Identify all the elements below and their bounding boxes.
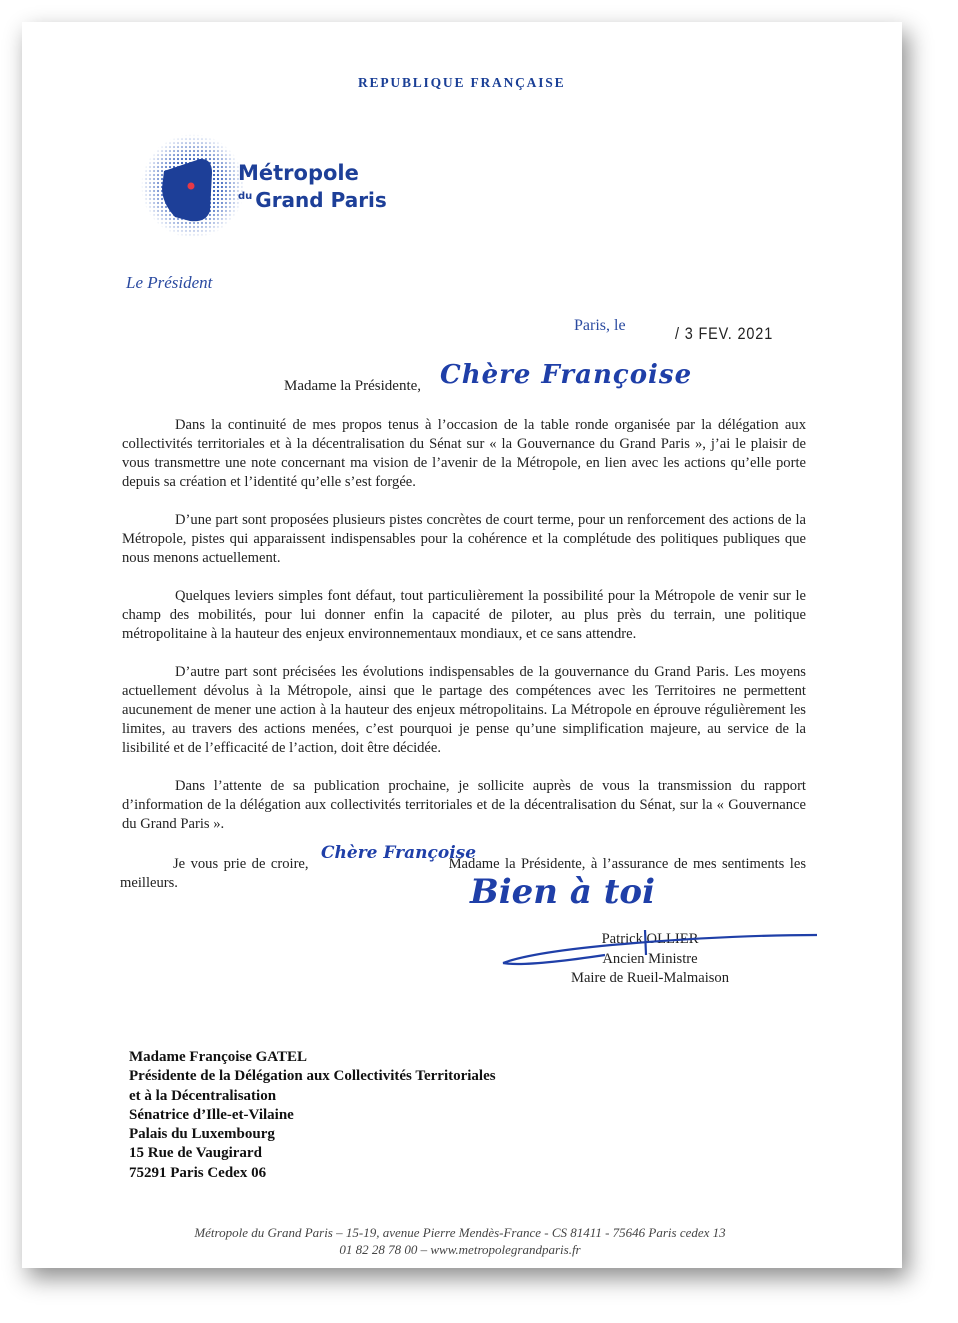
metropole-logo-icon <box>140 133 250 239</box>
handwritten-insert: Chère Françoise <box>321 843 477 863</box>
handwritten-sign-off: Bien à toi <box>470 872 656 912</box>
letter-body <box>122 416 806 853</box>
paragraph: D’autre part sont précisées les évolutions indispensables de la gouvernance du Grand Paris. Les moyens actuellement dévolus à la Métropole, ainsi que le partage des compétences avec les Territoires ne permettent aucunement de mener une action à la hauteur des enjeux métropolitains. La Métropole en éprouve régulièrement les limites, au travers des actions menées, c’est pourquoi je pense qu’une simplification majeure, au service de la lisibilité et de l’efficacité de l’action, doit être décidée. <box>122 664 806 756</box>
signature-stroke-icon <box>495 925 825 970</box>
recipient-address: Madame Françoise GATEL Présidente de la Délégation aux Collectivités Territoriales et à la Décentralisation Sénatrice d’Ille-et-Vilaine Palais du Luxembourg 15 Rue de Vaugirard 75291 Paris Cedex 06 <box>129 1049 496 1181</box>
paragraph: Quelques leviers simples font défaut, tout particulièrement la possibilité pour la Métropole de venir sur le champ des mobilités, pour lui donner enfin la capacité de piloter, au plus près du terrain, une politique métropolitaine à la hauteur des enjeux environnementaux mondiaux, et ce sans attendre. <box>122 588 806 642</box>
handwritten-salutation: Chère Françoise <box>440 360 693 390</box>
signer-title: Ancien Ministre <box>602 950 698 967</box>
sender-title: Le Président <box>126 273 213 292</box>
date-stamp: / 3 FEV. 2021 <box>675 324 774 343</box>
paragraph: Dans la continuité de mes propos tenus à l’occasion de la table ronde organisée par la délégation aux collectivités territoriales et à la décentralisation du Sénat sur « la Gouvernance du Grand Paris », j’ai le plaisir de vous transmettre une note concernant ma vision de l’avenir de la Métropole, en lien avec les actions qu’elle porte depuis sa création et l’identité qu’elle s’est forgée. <box>122 417 806 490</box>
letter-footer: Métropole du Grand Paris – 15-19, avenue Pierre Mendès-France - CS 81411 - 75646 Paris cedex 13 01 82 28 78 00 – www.metropolegrandparis.fr <box>194 1225 726 1257</box>
republic-header: REPUBLIQUE FRANÇAISE <box>358 75 566 90</box>
closing-paragraph: Je vous prie de croire, Madame la Présidente, à l’assurance de mes sentiments les meilleurs. <box>120 856 806 891</box>
paragraph: D’une part sont proposées plusieurs pistes concrètes de court terme, pour un renforcement des actions de la Métropole, pistes qui apparaissent indispensables pour la cohérence et la complétude des politiques publiques que nous menons actuellement. <box>122 512 806 566</box>
place-label: Paris, le <box>574 317 626 334</box>
paragraph: Dans l’attente de sa publication prochaine, je sollicite auprès de vous la transmission du rapport d’information de la délégation aux collectivités territoriales et de la décentralisation du Sénat, sur la « Gouvernance du Grand Paris ». <box>122 778 806 832</box>
logo-wordmark: Métropole $^{du}$ Grand Paris <box>238 161 387 212</box>
signer-name: Patrick OLLIER <box>601 931 699 947</box>
signer-office: Maire de Rueil-Malmaison <box>570 970 730 986</box>
salutation: Madame la Présidente, <box>284 378 422 394</box>
